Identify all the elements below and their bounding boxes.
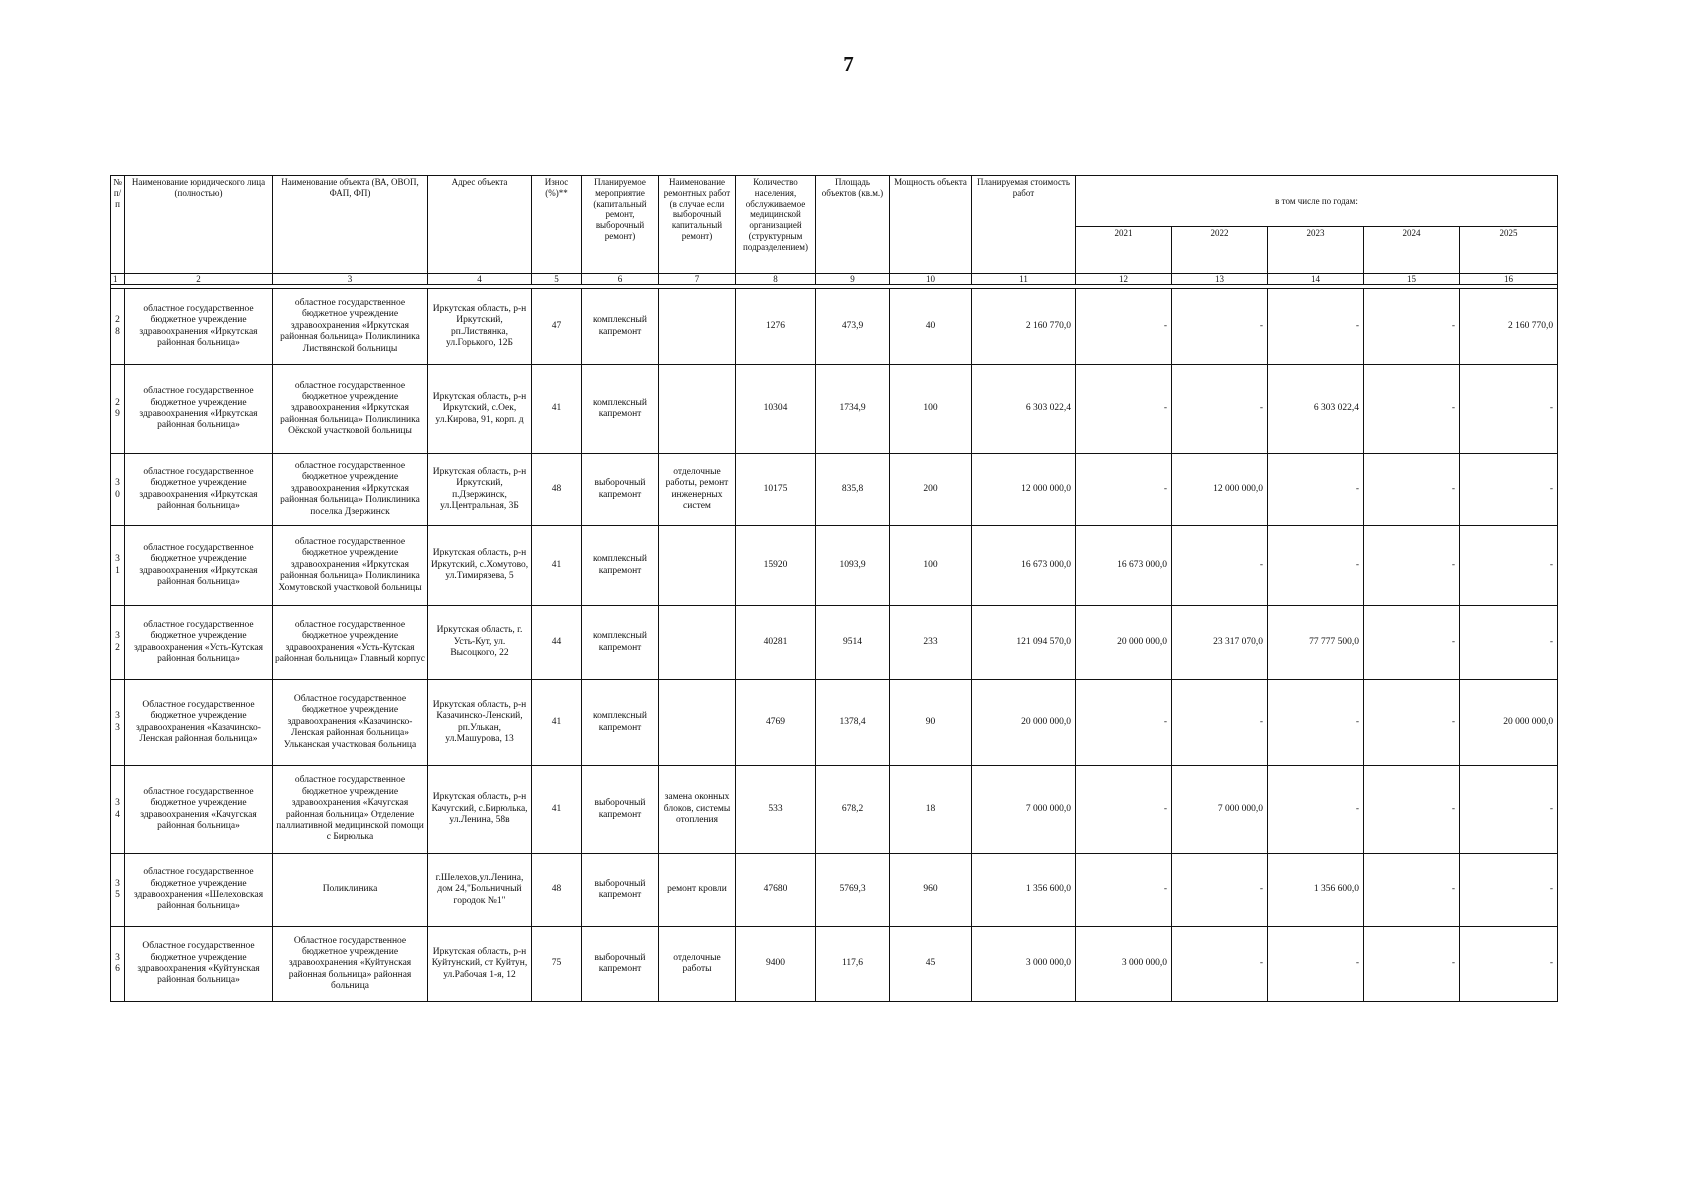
cell-repair-works: ремонт кровли [659,854,736,927]
cell-year-2022: - [1172,854,1268,927]
cell-capacity: 100 [890,365,972,454]
column-number: 10 [890,274,972,285]
cell-year-2024: - [1364,927,1460,1002]
cell-planned-cost: 121 094 570,0 [972,606,1076,680]
cell-year-2021: - [1076,289,1172,365]
cell-population: 533 [736,766,816,854]
cell-year-2024: - [1364,766,1460,854]
cell-year-2023: - [1268,927,1364,1002]
column-number: 13 [1172,274,1268,285]
cell-repair-works: отделочные работы [659,927,736,1002]
cell-legal-entity: областное государственное бюджетное учреждение здравоохранения «Усть-Кутская районная больница» [125,606,273,680]
table-row [111,854,1558,927]
cell-area: 1378,4 [816,680,890,766]
cell-area: 1734,9 [816,365,890,454]
cell-population: 10175 [736,454,816,526]
header-planned-cost: Планируемая стоимость работ [972,176,1076,274]
column-number: 2 [125,274,273,285]
cell-wear: 75 [532,927,582,1002]
cell-planned-event: выборочный капремонт [582,927,659,1002]
cell-year-2025: - [1460,365,1558,454]
cell-year-2023: - [1268,454,1364,526]
cell-year-2024: - [1364,854,1460,927]
cell-num: 33 [111,680,125,766]
column-number: 14 [1268,274,1364,285]
cell-capacity: 100 [890,526,972,606]
header-by-years: в том числе по годам: [1076,176,1558,227]
column-number: 11 [972,274,1076,285]
cell-planned-event: комплексный капремонт [582,606,659,680]
cell-year-2022: 23 317 070,0 [1172,606,1268,680]
cell-repair-works [659,606,736,680]
cell-repair-works [659,526,736,606]
header-address: Адрес объекта [428,176,532,274]
cell-year-2022: - [1172,680,1268,766]
cell-planned-cost: 7 000 000,0 [972,766,1076,854]
header-wear: Износ (%)** [532,176,582,274]
table-row [111,454,1558,526]
cell-area: 835,8 [816,454,890,526]
cell-planned-event: комплексный капремонт [582,680,659,766]
cell-year-2022: - [1172,289,1268,365]
table-row [111,526,1558,606]
cell-num: 35 [111,854,125,927]
cell-object-name: Поликлиника [273,854,428,927]
column-number: 16 [1460,274,1558,285]
cell-year-2021: - [1076,454,1172,526]
header-legal-entity: Наименование юридического лица (полностью) [125,176,273,274]
cell-planned-event: выборочный капремонт [582,454,659,526]
cell-area: 5769,3 [816,854,890,927]
cell-address: Иркутская область, р-н Куйтунский, ст Куйтун, ул.Рабочая 1-я, 12 [428,927,532,1002]
column-number: 5 [532,274,582,285]
cell-wear: 41 [532,526,582,606]
column-number: 15 [1364,274,1460,285]
cell-num: 34 [111,766,125,854]
cell-num: 29 [111,365,125,454]
cell-wear: 47 [532,289,582,365]
header-year-2021: 2021 [1076,227,1172,274]
cell-year-2025: - [1460,454,1558,526]
cell-repair-works [659,680,736,766]
cell-legal-entity: областное государственное бюджетное учреждение здравоохранения «Шелеховская районная больница» [125,854,273,927]
header-population: Количество населения, обслуживаемое медицинской организацией (структурным подразделением) [736,176,816,274]
cell-year-2021: 16 673 000,0 [1076,526,1172,606]
cell-year-2023: - [1268,680,1364,766]
cell-year-2021: 3 000 000,0 [1076,927,1172,1002]
cell-repair-works [659,365,736,454]
cell-year-2022: 12 000 000,0 [1172,454,1268,526]
cell-population: 1276 [736,289,816,365]
cell-address: Иркутская область, р-н Качугский, с.Бирюлька, ул.Ленина, 58в [428,766,532,854]
cell-year-2022: - [1172,365,1268,454]
cell-area: 9514 [816,606,890,680]
cell-wear: 48 [532,854,582,927]
cell-year-2024: - [1364,365,1460,454]
cell-legal-entity: областное государственное бюджетное учреждение здравоохранения «Иркутская районная больница» [125,454,273,526]
cell-planned-cost: 1 356 600,0 [972,854,1076,927]
cell-planned-event: комплексный капремонт [582,365,659,454]
cell-repair-works: замена оконных блоков, системы отопления [659,766,736,854]
cell-planned-event: выборочный капремонт [582,766,659,854]
cell-address: Иркутская область, р-н Иркутский, с.Оек, ул.Кирова, 91, корп. д [428,365,532,454]
cell-population: 47680 [736,854,816,927]
table-row [111,680,1558,766]
header-repair-works: Наименование ремонтных работ (в случае если выборочный капитальный ремонт) [659,176,736,274]
cell-object-name: областное государственное бюджетное учреждение здравоохранения «Иркутская районная больница» Поликлиника Листвянской больницы [273,289,428,365]
header-year-2024: 2024 [1364,227,1460,274]
cell-wear: 44 [532,606,582,680]
cell-capacity: 18 [890,766,972,854]
column-number: 6 [582,274,659,285]
cell-year-2023: 1 356 600,0 [1268,854,1364,927]
cell-year-2023: - [1268,526,1364,606]
cell-year-2022: 7 000 000,0 [1172,766,1268,854]
cell-year-2021: - [1076,365,1172,454]
cell-planned-event: комплексный капремонт [582,289,659,365]
cell-wear: 48 [532,454,582,526]
column-number: 4 [428,274,532,285]
cell-object-name: областное государственное бюджетное учреждение здравоохранения «Качугская районная больница» Отделение паллиативной медицинской помощи с Бирюлька [273,766,428,854]
cell-planned-cost: 20 000 000,0 [972,680,1076,766]
cell-capacity: 233 [890,606,972,680]
cell-address: Иркутская область, г. Усть-Кут, ул. Высоцкого, 22 [428,606,532,680]
cell-population: 4769 [736,680,816,766]
cell-population: 40281 [736,606,816,680]
cell-address: Иркутская область, р-н Иркутский, п.Дзержинск, ул.Центральная, 3Б [428,454,532,526]
cell-capacity: 200 [890,454,972,526]
cell-area: 473,9 [816,289,890,365]
cell-num: 31 [111,526,125,606]
cell-object-name: Областное государственное бюджетное учреждение здравоохранения «Куйтунская районная больница» районная больница [273,927,428,1002]
cell-year-2025: - [1460,606,1558,680]
cell-year-2025: - [1460,927,1558,1002]
cell-address: г.Шелехов,ул.Ленина, дом 24,"Больничный городок №1" [428,854,532,927]
header-year-2025: 2025 [1460,227,1558,274]
cell-object-name: областное государственное бюджетное учреждение здравоохранения «Усть-Кутская районная больница» Главный корпус [273,606,428,680]
column-number: 3 [273,274,428,285]
column-number: 9 [816,274,890,285]
cell-area: 678,2 [816,766,890,854]
table-row [111,289,1558,365]
cell-capacity: 45 [890,927,972,1002]
cell-year-2022: - [1172,526,1268,606]
cell-capacity: 960 [890,854,972,927]
table-row [111,606,1558,680]
table-body [111,289,1558,1002]
column-number: 8 [736,274,816,285]
cell-wear: 41 [532,766,582,854]
cell-capacity: 40 [890,289,972,365]
cell-year-2024: - [1364,454,1460,526]
table-row [111,927,1558,1002]
cell-population: 10304 [736,365,816,454]
cell-year-2021: - [1076,680,1172,766]
cell-num: 28 [111,289,125,365]
cell-capacity: 90 [890,680,972,766]
table-row [111,365,1558,454]
cell-year-2025: - [1460,526,1558,606]
column-number: 7 [659,274,736,285]
cell-wear: 41 [532,365,582,454]
cell-planned-cost: 12 000 000,0 [972,454,1076,526]
cell-repair-works: отделочные работы, ремонт инженерных систем [659,454,736,526]
cell-planned-cost: 3 000 000,0 [972,927,1076,1002]
cell-year-2023: - [1268,766,1364,854]
cell-population: 15920 [736,526,816,606]
cell-area: 1093,9 [816,526,890,606]
cell-object-name: областное государственное бюджетное учреждение здравоохранения «Иркутская районная больница» Поликлиника Хомутовской участковой больницы [273,526,428,606]
cell-object-name: областное государственное бюджетное учреждение здравоохранения «Иркутская районная больница» Поликлиника поселка Дзержинск [273,454,428,526]
cell-year-2024: - [1364,680,1460,766]
cell-planned-event: комплексный капремонт [582,526,659,606]
cell-year-2025: 20 000 000,0 [1460,680,1558,766]
cell-year-2021: 20 000 000,0 [1076,606,1172,680]
cell-planned-event: выборочный капремонт [582,854,659,927]
header-area: Площадь объектов (кв.м.) [816,176,890,274]
header-num: № п/п [111,176,125,274]
cell-planned-cost: 2 160 770,0 [972,289,1076,365]
cell-year-2023: 77 777 500,0 [1268,606,1364,680]
header-capacity: Мощность объекта [890,176,972,274]
cell-legal-entity: областное государственное бюджетное учреждение здравоохранения «Иркутская районная больница» [125,526,273,606]
page-number: 7 [843,52,854,76]
cell-year-2025: - [1460,766,1558,854]
cell-legal-entity: областное государственное бюджетное учреждение здравоохранения «Качугская районная больница» [125,766,273,854]
cell-address: Иркутская область, р-н Казачинско-Ленский, рп.Улькан, ул.Машурова, 13 [428,680,532,766]
column-number: 1 [111,274,125,285]
cell-planned-cost: 16 673 000,0 [972,526,1076,606]
cell-num: 36 [111,927,125,1002]
column-number: 12 [1076,274,1172,285]
cell-wear: 41 [532,680,582,766]
cell-object-name: областное государственное бюджетное учреждение здравоохранения «Иркутская районная больница» Поликлиника Оёкской участковой больницы [273,365,428,454]
cell-year-2024: - [1364,606,1460,680]
cell-repair-works [659,289,736,365]
cell-year-2023: 6 303 022,4 [1268,365,1364,454]
cell-num: 32 [111,606,125,680]
cell-year-2024: - [1364,289,1460,365]
cell-year-2025: - [1460,854,1558,927]
cell-year-2021: - [1076,766,1172,854]
cell-population: 9400 [736,927,816,1002]
cell-year-2024: - [1364,526,1460,606]
cell-num: 30 [111,454,125,526]
header-year-2023: 2023 [1268,227,1364,274]
cell-object-name: Областное государственное бюджетное учреждение здравоохранения «Казачинско-Ленская районная больница» Ульканская участковая больница [273,680,428,766]
column-number-row [111,274,1558,285]
table-row [111,766,1558,854]
header-year-2022: 2022 [1172,227,1268,274]
table-header [111,176,1558,289]
cell-year-2022: - [1172,927,1268,1002]
cell-legal-entity: Областное государственное бюджетное учреждение здравоохранения «Куйтунская районная больница» [125,927,273,1002]
cell-address: Иркутская область, р-н Иркутский, с.Хомутово, ул.Тимирязева, 5 [428,526,532,606]
cell-year-2021: - [1076,854,1172,927]
cell-area: 117,6 [816,927,890,1002]
cell-legal-entity: областное государственное бюджетное учреждение здравоохранения «Иркутская районная больница» [125,289,273,365]
cell-year-2025: 2 160 770,0 [1460,289,1558,365]
header-planned-event: Планируемое мероприятие (капитальный ремонт, выборочный ремонт) [582,176,659,274]
header-object-name: Наименование объекта (ВА, ОВОП, ФАП, ФП) [273,176,428,274]
cell-planned-cost: 6 303 022,4 [972,365,1076,454]
cell-address: Иркутская область, р-н Иркутский, рп.Листвянка, ул.Горького, 12Б [428,289,532,365]
cell-legal-entity: Областное государственное бюджетное учреждение здравоохранения «Казачинско-Ленская районная больница» [125,680,273,766]
repair-plan-table [110,175,1558,1002]
cell-legal-entity: областное государственное бюджетное учреждение здравоохранения «Иркутская районная больница» [125,365,273,454]
cell-year-2023: - [1268,289,1364,365]
